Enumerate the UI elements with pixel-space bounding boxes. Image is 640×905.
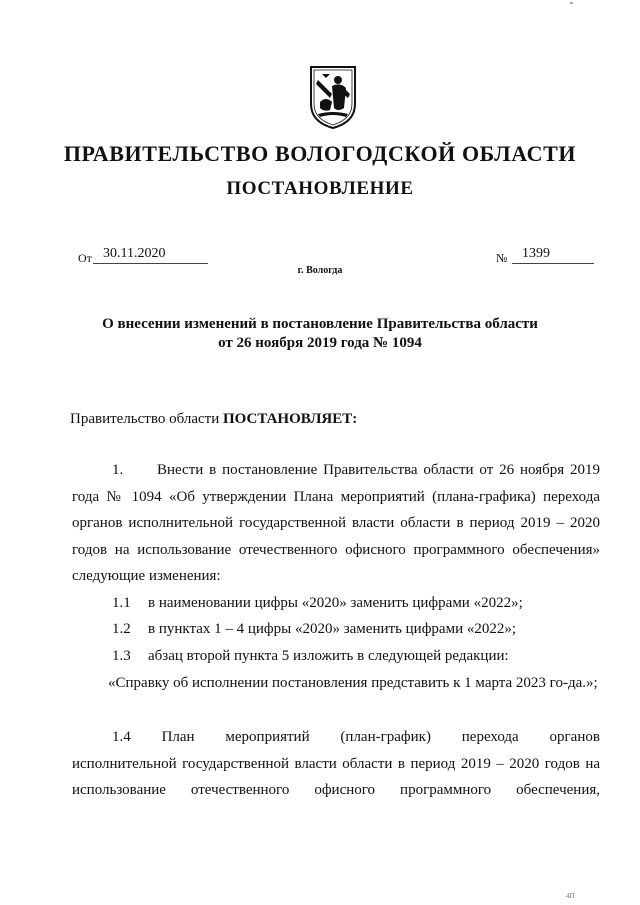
lead-keyword: ПОСТАНОВЛЯЕТ:	[222, 411, 358, 427]
paragraph-1-number: 1.	[112, 462, 124, 478]
government-title: ПРАВИТЕЛЬСТВО ВОЛОГОДСКОЙ ОБЛАСТИ	[63, 141, 577, 166]
paragraph-1-4-text: исполнительной государственной власти области в период 2019 – 2020 годов на использование отечественного офисного программного обеспечения,	[72, 755, 600, 798]
p14-word: мероприятий	[225, 729, 310, 745]
paragraph-1-4	[72, 724, 600, 804]
p14-word: органов	[549, 729, 600, 745]
item-text: в пунктах 1 – 4 цифры «2020» заменить цифрами «2022»;	[148, 621, 517, 637]
list-item	[112, 616, 516, 643]
p14-word: 1.4	[112, 729, 131, 745]
list-item	[112, 643, 509, 670]
paragraph-1-text: Внести в постановление Правительства области от 26 ноября 2019 года № 1094 «Об утверждении Плана мероприятий (плана-графика) перехода органов исполнительной государственной власти области в период 2019 – 2020 годов на использование отечественного офисного программного обеспечения» следующие изменения:	[72, 462, 600, 584]
city: г. Вологда	[297, 265, 343, 276]
coat-of-arms-emblem	[308, 64, 358, 130]
item-text: абзац второй пункта 5 изложить в следующей редакции:	[148, 648, 509, 664]
subject-line-1: О внесении изменений в постановление Правительства области	[102, 316, 538, 332]
paragraph-1	[72, 457, 600, 590]
date-prefix: От	[78, 251, 92, 265]
lead-text: Правительство области	[70, 411, 223, 427]
quoted-text: «Справку об исполнении постановления представить к 1 марта 2023 го-да.»;	[108, 675, 598, 691]
p14-word: (план-график)	[340, 729, 431, 745]
document-type: ПОСТАНОВЛЕНИЕ	[226, 178, 414, 199]
p14-word: перехода	[461, 729, 519, 745]
document-subject	[60, 315, 580, 353]
number-prefix: №	[496, 251, 508, 265]
p14-word: План	[161, 729, 195, 745]
item-number: 1.3	[112, 648, 131, 664]
scan-speck	[570, 2, 573, 4]
page-mark: 4П	[566, 892, 575, 900]
item-text: в наименовании цифры «2020» заменить цифрами «2022»;	[148, 595, 523, 611]
subject-line-2: от 26 ноября 2019 года № 1094	[218, 335, 422, 351]
list-item	[112, 590, 523, 617]
document-date: 30.11.2020	[103, 246, 166, 261]
resolution-lead	[70, 406, 357, 433]
item-number: 1.1	[112, 595, 131, 611]
item-number: 1.2	[112, 621, 131, 637]
paragraph-1-4-first-line	[72, 724, 600, 751]
document-number: 1399	[522, 246, 550, 261]
